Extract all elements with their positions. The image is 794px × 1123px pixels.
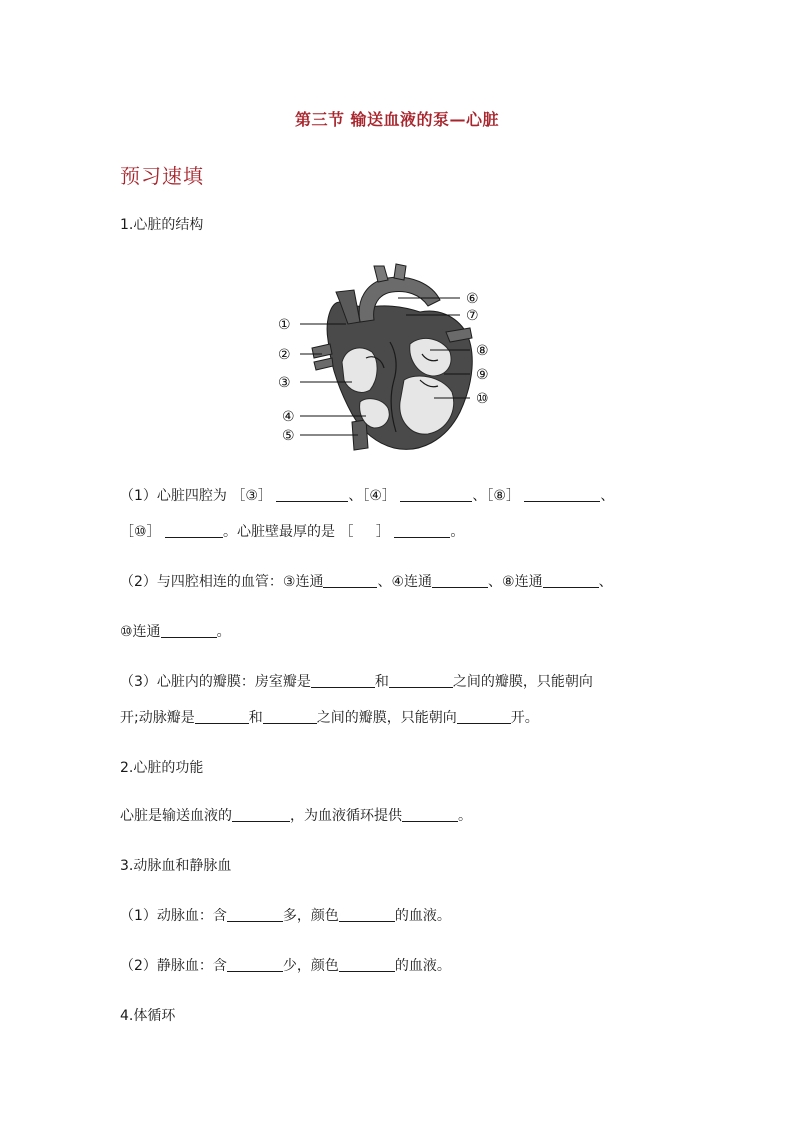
blank-arterial-valve-1[interactable] xyxy=(195,709,249,724)
q3-b-end: 的血液。 xyxy=(394,958,451,974)
blank-chamber-10[interactable] xyxy=(165,523,223,538)
q3-a-mid: 多，颜色 xyxy=(282,908,339,924)
blank-thickest-name[interactable] xyxy=(394,523,450,538)
q3-b-start: （2）静脉血：含 xyxy=(120,958,227,974)
label-4: ④ xyxy=(282,409,295,425)
q1-s2b-line xyxy=(120,622,231,642)
q3-a-line xyxy=(120,906,451,926)
q1-s1-sep2: 、［⑧］ xyxy=(472,488,520,504)
blank-vessel-10[interactable] xyxy=(161,623,217,638)
q1-s2-sep1: 、④连通 xyxy=(377,574,433,590)
heart-diagram xyxy=(270,262,510,458)
q1-s3b-and: 和 xyxy=(248,710,263,726)
q1-s2b-end: 。 xyxy=(216,624,231,640)
blank-arterial-color[interactable] xyxy=(339,907,395,922)
blank-heart-role[interactable] xyxy=(232,807,290,822)
blank-arterial-direction[interactable] xyxy=(457,709,511,724)
q1-s2-line xyxy=(120,572,613,592)
q1-s3-mid: 之间的瓣膜，只能朝向 xyxy=(452,674,593,690)
label-5: ⑤ xyxy=(282,428,295,444)
q1-s1-line xyxy=(120,486,614,506)
q3-a-end: 的血液。 xyxy=(394,908,451,924)
q1-s3b-mid: 之间的瓣膜，只能朝向 xyxy=(316,710,457,726)
q1-s3-intro: （3）心脏内的瓣膜：房室瓣是 xyxy=(120,674,311,690)
label-8: ⑧ xyxy=(476,343,489,359)
blank-arterial-content[interactable] xyxy=(227,907,283,922)
blank-arterial-valve-2[interactable] xyxy=(263,709,317,724)
blank-venous-content[interactable] xyxy=(227,957,283,972)
q1-s3b-end: 开。 xyxy=(510,710,539,726)
q1-heading: 1.心脏的结构 xyxy=(120,217,204,233)
q3-a-start: （1）动脉血：含 xyxy=(120,908,227,924)
q1-s2-end: 、 xyxy=(598,574,613,590)
blank-vessel-4[interactable] xyxy=(432,573,488,588)
label-9: ⑨ xyxy=(476,367,489,383)
q1-s1b-bracket: ］ xyxy=(375,524,390,540)
q1-s1b-mid: 。心脏壁最厚的是 ［ xyxy=(223,524,354,540)
blank-vessel-8[interactable] xyxy=(543,573,599,588)
blank-chamber-3[interactable] xyxy=(276,487,348,502)
label-6: ⑥ xyxy=(466,291,479,307)
q1-s1-end: 、 xyxy=(600,488,615,504)
q4-heading: 4.体循环 xyxy=(120,1008,176,1024)
q2-text-mid: ，为血液循环提供 xyxy=(290,808,402,824)
q2-text-end: 。 xyxy=(458,808,472,824)
blank-chamber-8[interactable] xyxy=(524,487,600,502)
q2-line xyxy=(120,806,472,826)
heart-illustration xyxy=(270,262,510,458)
label-10: ⑩ xyxy=(476,391,489,407)
q1-s1b-start: ［⑩］ xyxy=(120,524,161,540)
label-1: ① xyxy=(278,317,291,333)
blank-heart-provides[interactable] xyxy=(402,807,458,822)
q1-s2-intro: （2）与四腔相连的血管：③连通 xyxy=(120,574,324,590)
blank-av-valve-1[interactable] xyxy=(311,673,375,688)
blank-chamber-4[interactable] xyxy=(400,487,472,502)
q1-s1b-end: 。 xyxy=(450,524,465,540)
q1-s3b-line xyxy=(120,708,539,728)
blank-venous-color[interactable] xyxy=(339,957,395,972)
q1-s1b-line xyxy=(120,522,464,542)
section-heading: 预习速填 xyxy=(120,164,204,188)
q3-b-mid: 少，颜色 xyxy=(282,958,339,974)
q1-s2b-start: ⑩连通 xyxy=(120,624,161,640)
page-title: 第三节 输送血液的泵—心脏 xyxy=(294,110,500,129)
q2-heading: 2.心脏的功能 xyxy=(120,760,204,776)
label-2: ② xyxy=(278,347,291,363)
q1-s1-sep: 、［④］ xyxy=(348,488,396,504)
q2-text-start: 心脏是输送血液的 xyxy=(120,808,232,824)
q1-s3b-start: 开;动脉瓣是 xyxy=(120,710,195,726)
q1-s2-sep2: 、⑧连通 xyxy=(488,574,543,590)
blank-av-valve-2[interactable] xyxy=(389,673,453,688)
label-7: ⑦ xyxy=(466,308,479,324)
label-3: ③ xyxy=(278,375,291,391)
q3-b-line xyxy=(120,956,451,976)
q3-heading: 3.动脉血和静脉血 xyxy=(120,858,232,874)
q1-s3-line xyxy=(120,672,593,692)
blank-vessel-3[interactable] xyxy=(323,573,377,588)
q1-s3-and: 和 xyxy=(374,674,389,690)
q1-s1-intro: （1）心脏四腔为 ［③］ xyxy=(120,488,272,504)
